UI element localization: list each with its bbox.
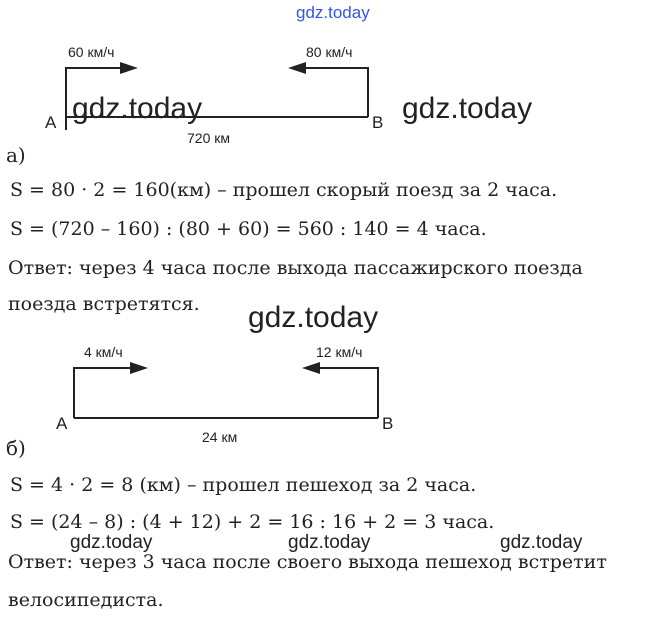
part-a-answer-1: Ответ: через 4 часа после выхода пассажирского поезда bbox=[8, 257, 583, 279]
diagram-b-right-arrow-icon bbox=[130, 362, 148, 374]
watermark-a-right: gdz.today bbox=[402, 92, 533, 125]
part-a-line-1: S = 80 · 2 = 160(км) – прошел скорый поезд за 2 часа. bbox=[10, 179, 558, 201]
diagram-a-speed-left: 60 км/ч bbox=[68, 44, 115, 60]
watermark-a-left: gdz.today bbox=[72, 92, 203, 125]
watermark-top: gdz.today bbox=[296, 3, 370, 22]
diagram-b-left-arrow-icon bbox=[302, 362, 320, 374]
diagram-a-right-path bbox=[306, 68, 368, 117]
diagram-b-right-path bbox=[320, 368, 378, 418]
part-a-label: а) bbox=[6, 143, 26, 167]
part-b-answer-1: Ответ: через 3 часа после своего выхода пешеход встретит bbox=[8, 551, 607, 573]
watermark-bottom-center: gdz.today bbox=[288, 532, 371, 553]
diagram-a-distance: 720 км bbox=[187, 130, 230, 146]
watermark-bottom-left: gdz.today bbox=[70, 532, 153, 553]
diagram-b-speed-right: 12 км/ч bbox=[316, 344, 363, 360]
diagram-b-distance: 24 км bbox=[202, 429, 238, 445]
diagram-b-speed-left: 4 км/ч bbox=[84, 344, 123, 360]
diagram-b-left-path bbox=[74, 368, 130, 418]
diagram-a-left-arrow-icon bbox=[288, 62, 306, 74]
diagram-a-right-arrow-icon bbox=[120, 62, 138, 74]
diagram-b-point-a: A bbox=[56, 414, 68, 433]
watermark-bottom-right: gdz.today bbox=[500, 532, 583, 553]
part-a-answer-2: поезда встретятся. bbox=[8, 293, 200, 315]
diagram-b-point-b: B bbox=[382, 414, 394, 433]
part-a-line-2: S = (720 – 160) : (80 + 60) = 560 : 140 = 4 часа. bbox=[10, 218, 487, 240]
part-b-answer-2: велосипедиста. bbox=[8, 589, 164, 611]
diagram-a-point-b: B bbox=[372, 113, 384, 132]
part-b-line-1: S = 4 · 2 = 8 (км) – прошел пешеход за 2 часа. bbox=[10, 474, 477, 496]
part-b-line-2: S = (24 – 8) : (4 + 12) + 2 = 16 : 16 + 2 = 3 часа. bbox=[10, 511, 495, 533]
part-b-label: б) bbox=[6, 436, 26, 460]
watermark-middle: gdz.today bbox=[248, 301, 379, 334]
diagram-a-speed-right: 80 км/ч bbox=[306, 44, 353, 60]
diagram-a-point-a: A bbox=[45, 113, 57, 132]
